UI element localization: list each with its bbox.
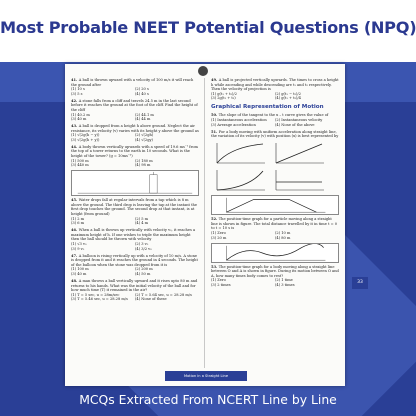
question-number: 44. (71, 144, 78, 149)
question-text: A man throws a ball vertically upward and it rises upto 80 m and returns to his hands. What was the initial velocity of the ball and for how much time (T) it remained in the air? (71, 278, 198, 293)
answer-option: (4) 50 m (135, 271, 151, 276)
wave-graph (211, 243, 339, 263)
question-number: 50. (211, 113, 218, 118)
answer-option: (3) 440 m (71, 163, 89, 168)
question-number: 41. (71, 78, 78, 82)
answer-option: (1) Zero (211, 231, 226, 235)
question-text: A ball is dropped from a height h above ground. Neglect the air resistance, its velocity (v) varies with its height y above the ground as (71, 124, 199, 133)
question-text: The position-time graph for a particle moving along a straight line is shown in figure. The total distance travelled by it in time t = 0 to t = 10 s is (211, 217, 338, 231)
question-item (71, 78, 199, 96)
answer-option: (4) None of these (135, 297, 167, 302)
answer-option: (1) 2 m (71, 216, 85, 221)
answer-option: (2) 200 m (135, 267, 153, 272)
mini-graph (270, 141, 326, 165)
question-number: 48. (71, 278, 78, 283)
answer-options (71, 113, 199, 122)
section-title: Graphical Representation of Motion (211, 103, 324, 110)
answer-option: (2) 44.1 m (135, 112, 154, 117)
question-item (211, 265, 339, 288)
banner-footer: MCQs Extracted From NCERT Line by Line (79, 392, 337, 407)
answer-option: (2) 5 m (135, 216, 149, 221)
column-divider (204, 78, 205, 368)
answer-option: (2) √(2gh) (135, 133, 154, 138)
left-column (71, 78, 199, 304)
answer-option: (1) 500 m (71, 158, 89, 163)
answer-options (71, 242, 199, 251)
answer-option: (3) 20 m (211, 235, 227, 240)
position-time-graph (211, 195, 339, 215)
mini-graph (211, 168, 267, 192)
answer-option: (3) 2 times (211, 282, 231, 287)
answer-option: (4) 3 times (275, 282, 295, 287)
option-graphs (211, 141, 339, 192)
question-text: A stone falls from a cliff and travels 24.5 m in the last second before it reaches the ground at the foot of the cliff. Find the height of the cliff (71, 98, 198, 112)
answer-options (211, 92, 339, 101)
mini-graph (211, 141, 267, 165)
question-number: 47. (71, 253, 78, 258)
answer-option: (2) 180 m (135, 158, 153, 163)
answer-option: (4) g(t₁ + t₂)/4 (275, 96, 301, 101)
answer-option: (4) 44 m (135, 117, 151, 122)
question-number: 46. (71, 228, 78, 233)
answer-option: (3) 40 m (71, 117, 87, 122)
answer-option: (4) 98 m (135, 163, 151, 168)
answer-option: (2) g(t₁ − t₂)/2 (275, 91, 301, 96)
answer-option: (1) √3 v₀ (71, 241, 87, 246)
tower-figure (71, 170, 199, 196)
mini-graph (270, 168, 326, 192)
question-item (71, 124, 199, 142)
answer-option: (1) T = 5 sec, u = 28m/sec (71, 292, 120, 297)
answer-option: (1) 10 s (71, 87, 85, 92)
answer-option: (1) 40.2 m (71, 112, 90, 117)
right-column (211, 78, 339, 290)
answer-options (211, 278, 339, 287)
answer-option: (2) 10 m (275, 231, 291, 235)
answer-option: (1) √(2g(h − y)) (71, 133, 100, 138)
answer-option: (4) 40 s (135, 91, 149, 96)
question-text: A balloon is rising vertically up with a velocity of 10 m/s. A stone is dropped from it and it reaches the ground in 4 seconds. The height of the balloon when the stone was dropped from it is (71, 253, 198, 267)
answer-options (71, 159, 199, 168)
question-text: A ball is projected vertically upwards. The times to cross a height h while ascending and while descending are t₁ and t₂ respectively. Then the velocity of projection is (211, 78, 339, 92)
answer-option: (3) Average acceleration (211, 122, 256, 127)
answer-option: (2) 3 v₀ (135, 241, 149, 246)
answer-option: (2) T = 5.64 sec, u = 28.28 m/s (135, 292, 192, 297)
question-number: 51. (211, 129, 218, 134)
banner-headline: Most Probable NEET Potential Questions (NPQ) (0, 18, 416, 37)
question-item (71, 99, 199, 122)
answer-option: (1) g(t₁ + t₂)/2 (211, 91, 237, 96)
answer-option: (3) √(2g(h + y)) (71, 137, 100, 142)
question-text: The slope of the tangent to the x – t curve gives the value of (218, 113, 329, 118)
question-item (71, 198, 199, 226)
question-text: The position-time graph for a body moving along a straight line between O and A is shown in figure. During its motion between O and A, how many times body comes to rest? (211, 264, 339, 278)
answer-option: (3) 2g(t₁ + t₂) (211, 96, 236, 101)
answer-option: (1) 100 m (71, 267, 89, 272)
answer-option: (3) 6 m (71, 221, 85, 226)
answer-options (71, 293, 199, 302)
question-item (71, 228, 199, 251)
question-item (71, 145, 199, 168)
question-item (71, 279, 199, 302)
answer-option: (2) 1 time (275, 278, 293, 283)
question-number: 49. (211, 78, 218, 82)
answer-options (71, 87, 199, 96)
question-number: 52. (211, 217, 218, 222)
question-text: A body thrown vertically upwards with a speed of 19.6 ms⁻¹ from the top of a tower returns to the earth in 10 seconds. What is the height of the tower? (g = 10ms⁻²) (71, 144, 198, 159)
answer-options (71, 133, 199, 142)
answer-options (211, 231, 339, 240)
question-text: A ball is thrown upward with a velocity of 100 m/s it will reach the ground after (71, 78, 194, 87)
answer-option: (1) Instantaneous acceleration (211, 118, 267, 123)
question-number: 53. (211, 264, 218, 269)
answer-options (71, 267, 199, 276)
answer-option: (3) 5 s (71, 91, 83, 96)
answer-options (71, 217, 199, 226)
question-item (211, 217, 339, 240)
answer-option: (2) Instantaneous velocity (275, 118, 323, 123)
question-item (211, 130, 339, 139)
answer-option: (3) 9 v₀ (71, 246, 85, 251)
answer-option: (4) 3/2 v₀ (135, 246, 152, 251)
book-page (65, 64, 345, 386)
answer-option: (4) 80 m (275, 235, 291, 240)
answer-option: (2) 20 s (135, 87, 149, 92)
answer-option: (4) 4 m (135, 221, 149, 226)
seal-logo-icon (198, 66, 208, 76)
question-text: Water drops fall at regular intervals from a tap which is 8 m above the ground. The third drop is leaving the tap at the instant the first drop touches the ground. The second drop at that instant, is at height (from ground) (71, 198, 197, 217)
answer-option: (4) None of the above (275, 122, 315, 127)
page-footer-label: Motion in a Straight Line (165, 371, 247, 381)
question-number: 43. (71, 124, 78, 129)
question-item (71, 254, 199, 277)
answer-option: (3) 40 m (71, 271, 87, 276)
question-text: When a ball is thrown up vertically with velocity v₀, it reaches a maximum height of h. If one wishes to triple the maximum height then the ball should be thrown with velocity (71, 228, 196, 242)
question-number: 42. (71, 98, 78, 103)
answer-option: (3) T = 5.46 sec, u = 28.28 m/s (71, 297, 128, 302)
question-number: 45. (71, 198, 78, 203)
answer-option: (4) √(2gy) (135, 137, 153, 142)
page-side-tab: 33 (352, 277, 368, 289)
question-item (211, 78, 339, 101)
answer-option: (1) Zero (211, 278, 226, 283)
question-text: For a body moving with uniform acceleration along straight line, the variation of its velocity (v) with position (x) is best represented by (211, 129, 339, 139)
answer-options (211, 118, 339, 127)
question-item (211, 113, 339, 127)
